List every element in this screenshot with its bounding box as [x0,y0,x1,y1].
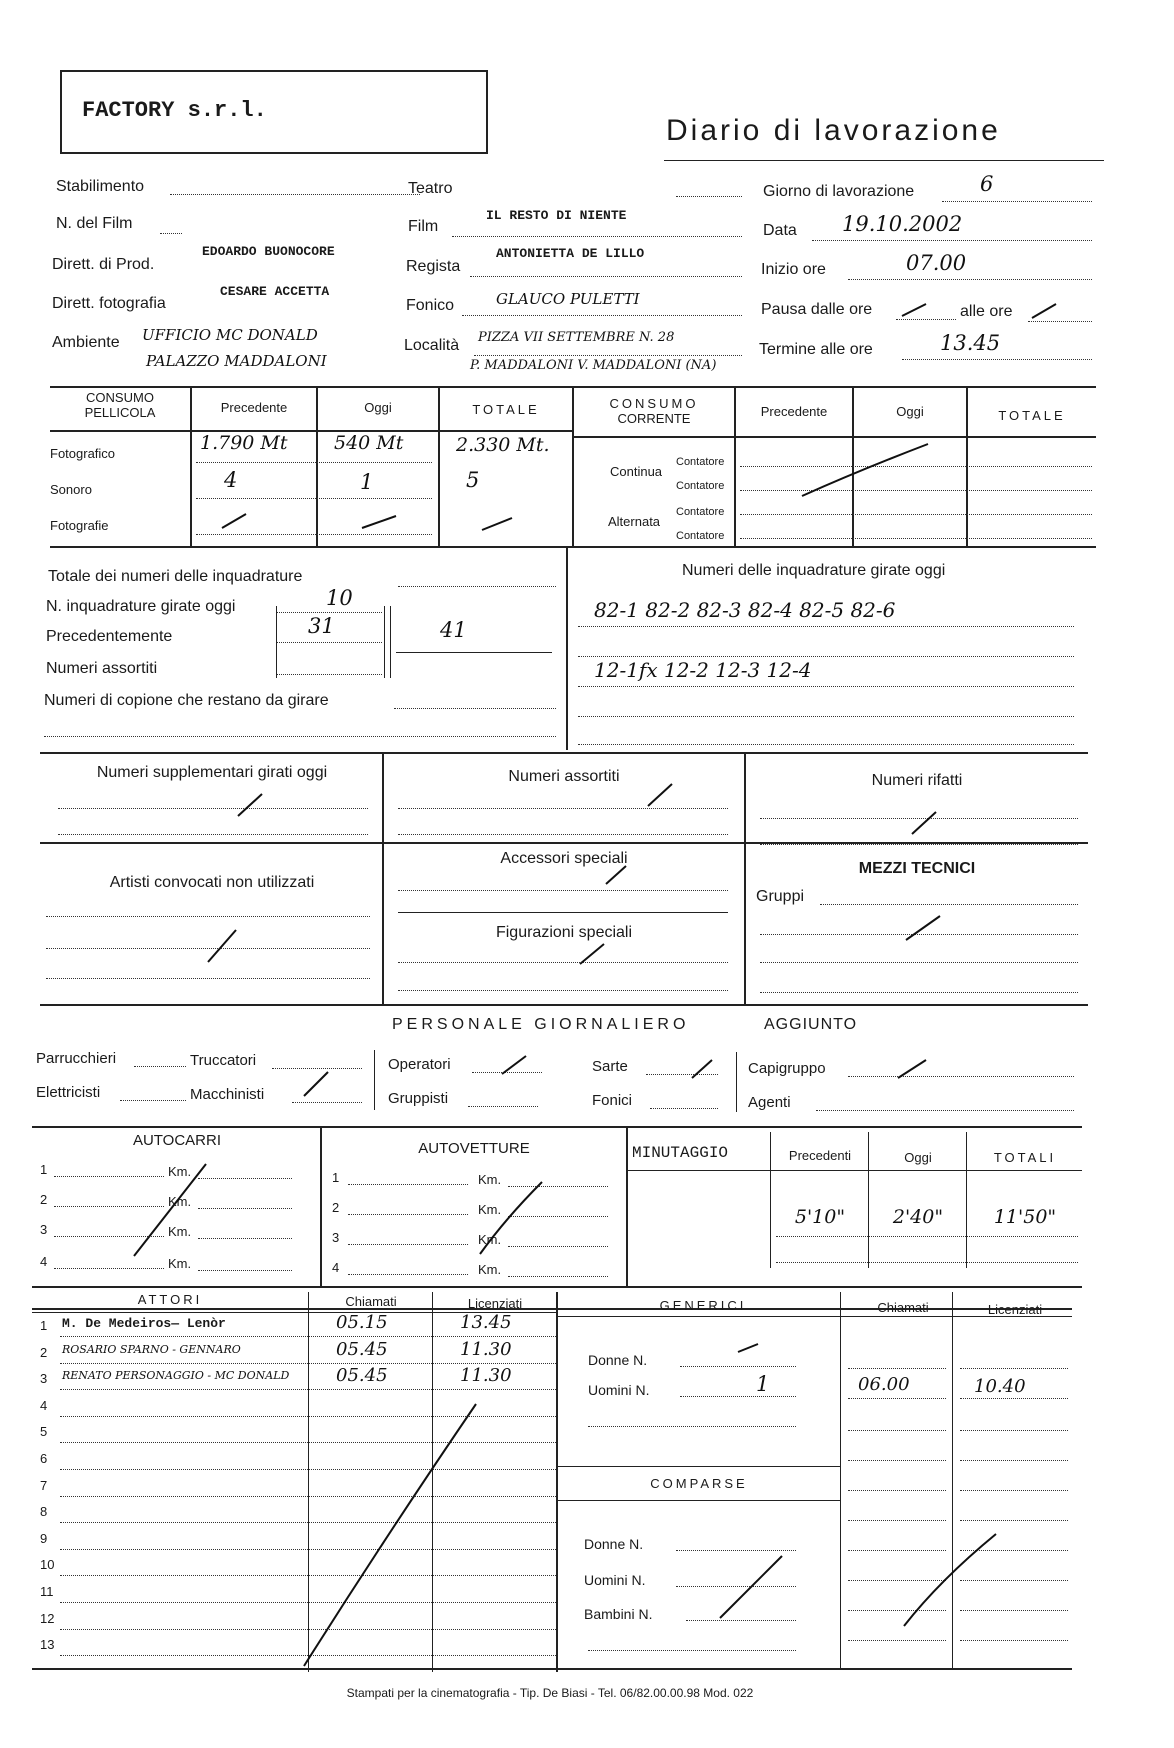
regista-value: ANTONIETTA DE LILLO [496,246,645,261]
dash-mark [578,940,608,966]
generici-uomini-value: 1 [756,1372,770,1396]
ambiente-value-1: UFFICIO MC DONALD [142,326,318,344]
precedentemente-value: 31 [308,614,335,638]
pellicola-col-oggi: Oggi [364,400,392,415]
page-title: Diario di lavorazione [666,114,1001,147]
attori-row-chiamati: 05.45 [336,1338,388,1360]
copione-label: Numeri di copione che restano da girare [44,692,329,709]
data-value: 19.10.2002 [842,212,963,236]
attori-row-number: 1 [40,1318,48,1333]
girate-oggi-list-2: 12-1fx 12-2 12-3 12-4 [594,658,812,682]
pellicola-col-totale: TOTALE [472,402,540,417]
strike-mark [900,1530,1000,1630]
mezzi-tecnici-label: MEZZI TECNICI [858,860,976,877]
accessori-label: Accessori speciali [500,850,628,867]
autocarro-number: 4 [40,1254,48,1269]
generici-uomini-licenziati: 10.40 [974,1376,1026,1397]
assortiti-label: Numeri assortiti [46,660,158,677]
figurazioni-label: Figurazioni speciali [495,924,633,941]
km-label: Km. [478,1232,502,1247]
km-label: Km. [478,1172,502,1187]
somma-value: 41 [440,618,467,642]
n-film-label: N. del Film [56,215,133,232]
dirett-foto-label: Dirett. fotografia [52,295,166,312]
capigruppo-label: Capigruppo [748,1060,826,1077]
contatore-label: Contatore [676,456,725,468]
minutaggio-value: 5'10" [794,1206,846,1228]
pellicola-value: 4 [224,468,238,492]
teatro-label: Teatro [408,180,453,197]
ambiente-label: Ambiente [52,334,120,351]
attori-row-number: 7 [40,1477,48,1493]
alternata-label: Alternata [608,514,661,529]
dash-mark [500,1052,530,1076]
corrente-col-oggi: Oggi [896,404,924,419]
sarte-label: Sarte [592,1058,628,1075]
totale-inquadrature-label: Totale dei numeri delle inquadrature [48,568,303,585]
stabilimento-label: Stabilimento [56,178,145,195]
minutaggio-value: 11'50" [993,1206,1057,1228]
autovetture-header: AUTOVETTURE [418,1140,530,1157]
strike-mark [800,440,932,500]
personale-title-2: AGGIUNTO [764,1016,858,1033]
dash-mark [302,1068,332,1098]
comparse-donne-label: Donne N. [584,1536,644,1552]
strike-mark [716,1552,786,1622]
macchinisti-label: Macchinisti [190,1086,265,1103]
strike-mark [300,1400,480,1670]
minutaggio-col: Precedenti [788,1148,852,1163]
minutaggio-col: Oggi [904,1150,932,1165]
attori-row-licenziati: 13.45 [460,1312,512,1333]
attori-row-number: 4 [40,1397,48,1413]
autovettura-number: 1 [332,1170,340,1185]
inizio-label: Inizio ore [761,261,826,278]
attori-row-number: 5 [40,1424,48,1440]
dash-mark [904,912,944,942]
girate-oggi-title: Numeri delle inquadrature girate oggi [682,562,946,579]
agenti-label: Agenti [748,1094,791,1111]
rifatti-label: Numeri rifatti [871,772,963,789]
localita-label: Località [404,337,460,354]
company-name: FACTORY s.r.l. [82,98,267,123]
attori-row-number: 10 [40,1557,55,1573]
girate-oggi-list-1: 82-1 82-2 82-3 82-4 82-5 82-6 [594,598,896,622]
termine-value: 13.45 [940,331,1001,355]
localita-value-2: P. MADDALONI V. MADDALONI (NA) [470,358,717,373]
termine-label: Termine alle ore [759,341,873,358]
generici-header: GENERICI [659,1298,747,1313]
pausa-dash [900,300,930,320]
autocarro-number: 2 [40,1192,48,1207]
attori-row-licenziati: 11.30 [460,1365,512,1387]
attori-row-name: ROSARIO SPARNO - GENNARO [62,1342,241,1356]
autovettura-number: 2 [332,1200,340,1215]
truccatori-label: Truccatori [190,1052,257,1069]
km-label: Km. [168,1194,192,1209]
attori-row-name: M. De Medeiros— Lenòr [62,1316,226,1331]
generici-licenziati-header: Licenziati [987,1302,1043,1317]
attori-chiamati-header: Chiamati [345,1294,397,1309]
dash-mark [604,862,630,886]
inizio-value: 07.00 [906,251,967,275]
parrucchieri-label: Parrucchieri [36,1050,117,1067]
alle-dash [1030,300,1060,320]
dash-mark [206,926,240,966]
gruppi-label: Gruppi [756,888,805,905]
precedentemente-label: Precedentemente [46,628,173,645]
pellicola-row-label: Fotografico [50,446,116,461]
film-value: IL RESTO DI NIENTE [486,208,627,223]
attori-row-name: RENATO PERSONAGGIO - MC DONALD [62,1369,290,1383]
dash-mark [360,508,400,532]
strike-mark [130,1160,210,1260]
contatore-label: Contatore [676,530,725,542]
dash-mark [220,508,250,532]
dirett-foto-value: CESARE ACCETTA [220,284,330,299]
generici-donne-label: Donne N. [588,1352,648,1368]
pellicola-header: CONSUMO PELLICOLA [84,390,156,420]
dash-mark [690,1056,716,1080]
localita-value-1: PIZZA VII SETTEMBRE N. 28 [478,330,675,345]
film-label: Film [408,218,439,235]
dirett-prod-label: Dirett. di Prod. [52,256,155,273]
pellicola-row-label: Fotografie [50,518,109,533]
attori-row-number: 8 [40,1504,48,1520]
regista-label: Regista [406,258,461,275]
minutaggio-label: MINUTAGGIO [632,1144,729,1162]
dash-mark [736,1340,762,1356]
fonici-label: Fonici [592,1092,633,1109]
footer-text: Stampati per la cinematografia - Tip. De Biasi - Tel. 06/82.00.00.98 Mod. 022 [346,1686,754,1700]
pellicola-value: 540 Mt [334,432,404,454]
artisti-label: Artisti convocati non utilizzati [109,874,315,891]
dash-mark [236,790,266,818]
km-label: Km. [478,1202,502,1217]
personale-title: PERSONALE GIORNALIERO [392,1016,690,1033]
giorno-label: Giorno di lavorazione [763,183,915,200]
girate-oggi-value: 10 [326,586,353,610]
dirett-prod-value: EDOARDO BUONOCORE [202,244,335,259]
generici-chiamati-header: Chiamati [877,1300,929,1315]
ambiente-value-2: PALAZZO MADDALONI [146,352,327,370]
km-label: Km. [168,1224,192,1239]
contatore-label: Contatore [676,480,725,492]
autocarro-number: 1 [40,1162,48,1177]
attori-row-number: 11 [40,1584,54,1599]
comparse-bambini-label: Bambini N. [584,1606,653,1622]
generici-uomini-chiamati: 06.00 [858,1374,910,1395]
attori-row-number: 12 [40,1610,55,1626]
pellicola-value: 2.330 Mt. [456,434,550,456]
supplementari-label: Numeri supplementari girati oggi [96,764,328,781]
km-label: Km. [168,1256,192,1271]
minutaggio-col: TOTALI [993,1150,1057,1165]
dash-mark [480,510,520,534]
corrente-header: CONSUMO CORRENTE [609,396,699,426]
pellicola-value: 5 [466,468,480,492]
attori-row-number: 2 [40,1344,48,1360]
dash-mark [896,1056,930,1080]
continua-label: Continua [610,464,663,479]
attori-row-number: 9 [40,1530,48,1546]
operatori-label: Operatori [388,1056,451,1073]
dash-mark [910,808,940,836]
minutaggio-value: 2'40" [892,1206,944,1228]
alle-label: alle ore [960,303,1013,320]
giorno-value: 6 [980,172,994,196]
strike-mark [476,1178,546,1258]
fonico-label: Fonico [406,297,455,314]
corrente-col-precedente: Precedente [760,404,828,419]
gruppisti-label: Gruppisti [388,1090,449,1107]
autocarro-number: 3 [40,1222,48,1237]
pellicola-row-label: Sonoro [50,482,92,497]
fonico-value: GLAUCO PULETTI [496,290,640,308]
contatore-label: Contatore [676,506,725,518]
girate-oggi-label: N. inquadrature girate oggi [46,598,236,615]
dash-mark [646,780,676,808]
attori-licenziati-header: Licenziati [467,1296,523,1311]
comparse-header: COMPARSE [650,1476,748,1491]
attori-row-number: 13 [40,1637,55,1653]
elettricisti-label: Elettricisti [36,1084,101,1101]
attori-row-number: 3 [40,1371,48,1387]
autocarri-header: AUTOCARRI [132,1132,222,1149]
pellicola-value: 1 [360,470,374,494]
attori-header: ATTORI [137,1292,203,1307]
assortiti-sup-label: Numeri assortiti [508,768,620,785]
attori-row-number: 6 [40,1451,48,1466]
pellicola-col-precedente: Precedente [220,400,288,415]
pellicola-value: 1.790 Mt [200,432,288,454]
corrente-col-totale: TOTALE [998,408,1066,423]
attori-row-licenziati: 11.30 [460,1338,512,1360]
attori-row-chiamati: 05.15 [336,1312,388,1333]
km-label: Km. [478,1262,502,1277]
comparse-uomini-label: Uomini N. [584,1572,646,1588]
km-label: Km. [168,1164,192,1179]
pausa-label: Pausa dalle ore [761,301,873,318]
attori-row-chiamati: 05.45 [336,1365,388,1387]
autovettura-number: 3 [332,1230,340,1245]
data-label: Data [763,222,797,239]
autovettura-number: 4 [332,1260,340,1275]
generici-uomini-label: Uomini N. [588,1382,650,1398]
